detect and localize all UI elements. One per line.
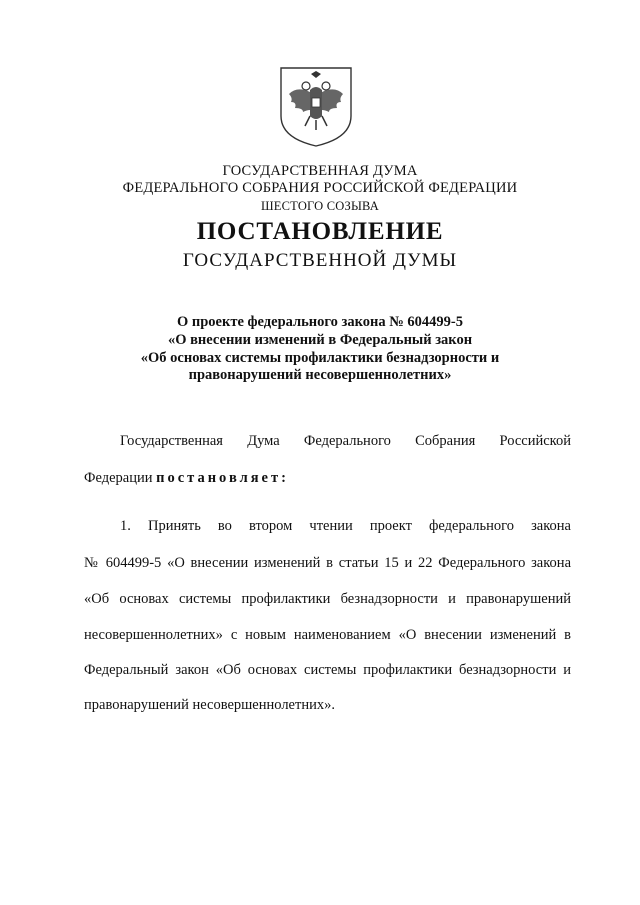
clause-line: 1. Принять во втором чтении проект федерального закона (120, 518, 571, 534)
clause-line: правонарушений несовершеннолетних». (84, 697, 335, 713)
issuer-org-line-2: ФЕДЕРАЛЬНОГО СОБРАНИЯ РОССИЙСКОЙ ФЕДЕРАЦИИ (122, 180, 518, 196)
document-issuer-subtitle: ГОСУДАРСТВЕННОЙ ДУМЫ (182, 250, 458, 271)
clause-line: Федеральный закон «Об основах системы профилактики безнадзорности и (84, 662, 571, 678)
resolution-verb: постановляет: (156, 470, 289, 486)
preamble-line: Государственная Дума Федерального Собрания Российской (120, 433, 571, 449)
clause-line: «Об основах системы профилактики безнадзорности и правонарушений (84, 591, 571, 607)
bill-title-line: «О внесении изменений в Федеральный закон (167, 332, 473, 348)
clause-line: несовершеннолетних» с новым наименованием «О внесении изменений в (84, 627, 571, 643)
preamble-prefix: Федерации (84, 470, 157, 486)
issuer-org-line-1: ГОСУДАРСТВЕННАЯ ДУМА (222, 163, 418, 179)
convocation-label: ШЕСТОГО СОЗЫВА (260, 199, 380, 213)
bill-title-line: «Об основах системы профилактики безнадзорности и (140, 350, 500, 366)
coat-of-arms-emblem (277, 64, 355, 148)
bill-title-line: О проекте федерального закона № 604499-5 (176, 314, 464, 330)
clause-line: № 604499-5 «О внесении изменений в статьи 15 и 22 Федерального закона (84, 555, 571, 571)
document-type-title: ПОСТАНОВЛЕНИЕ (196, 218, 444, 245)
bill-title-line: правонарушений несовершеннолетних» (188, 367, 452, 383)
preamble-line (84, 470, 571, 487)
